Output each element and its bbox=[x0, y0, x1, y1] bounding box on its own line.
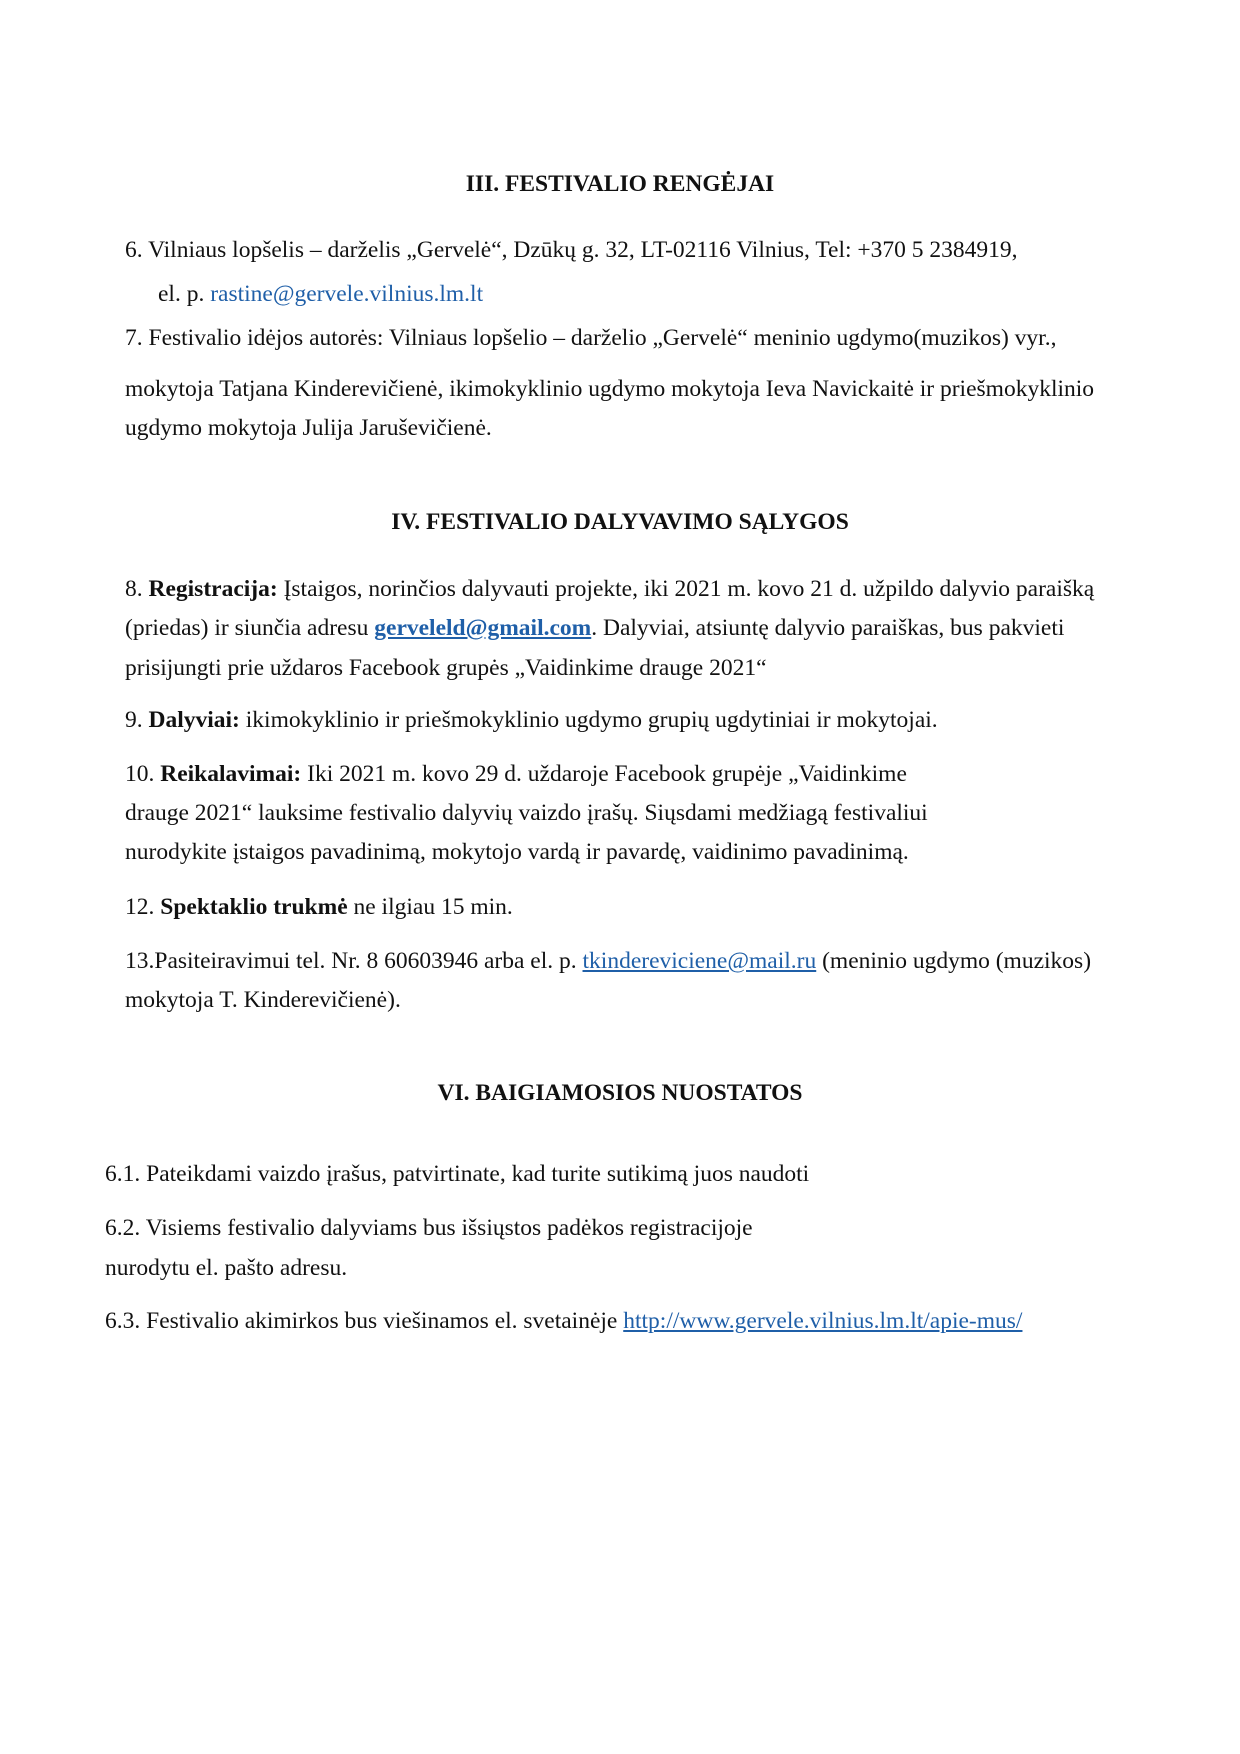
item-7-line-3: ugdymo mokytoja Julija Jaruševičienė. bbox=[125, 415, 492, 441]
item-6-3-start: 6.3. Festivalio akimirkos bus viešinamos el. svetainėje bbox=[105, 1308, 624, 1334]
item-10-number: 10. bbox=[125, 761, 161, 787]
item-6-email-line bbox=[158, 280, 483, 308]
item-10-line-1-rest: Iki 2021 m. kovo 29 d. uždaroje Facebook grupėje „Vaidinkime bbox=[301, 761, 907, 787]
item-10-label: Reikalavimai: bbox=[160, 761, 302, 787]
section-heading-final-provisions: VI. BAIGIAMOSIOS NUOSTATOS bbox=[437, 1080, 803, 1106]
item-9-label: Dalyviai: bbox=[148, 707, 240, 733]
item-8-line-3: prisijungti prie uždaros Facebook grupės „Vaidinkime drauge 2021“ bbox=[125, 655, 767, 681]
item-8-email-link[interactable]: gerveleld@gmail.com bbox=[374, 615, 592, 641]
section-heading-participation-conditions: IV. FESTIVALIO DALYVAVIMO SĄLYGOS bbox=[391, 509, 849, 535]
item-12-label: Spektaklio trukmė bbox=[160, 894, 348, 920]
item-10-line-3: nurodykite įstaigos pavadinimą, mokytojo vardą ir pavardę, vaidinimo pavadinimą. bbox=[125, 839, 909, 865]
item-6-email-prefix: el. p. bbox=[158, 281, 211, 307]
section-heading-organizers: III. FESTIVALIO RENGĖJAI bbox=[465, 171, 775, 197]
item-6-3 bbox=[105, 1307, 1022, 1335]
item-9 bbox=[125, 706, 938, 734]
item-13-email-link[interactable]: tkindereviciene@mail.ru bbox=[582, 948, 817, 974]
item-6-1: 6.1. Pateikdami vaizdo įrašus, patvirtinate, kad turite sutikimą juos naudoti bbox=[105, 1161, 810, 1187]
item-8-line-2-end: . Dalyviai, atsiuntę dalyvio paraiškas, bus pakvieti bbox=[591, 615, 1065, 641]
item-7-line-1: 7. Festivalio idėjos autorės: Vilniaus lopšelio – darželio „Gervelė“ meninio ugdymo(muzikos) vyr., bbox=[125, 325, 1057, 351]
item-8-line-2 bbox=[125, 614, 1064, 642]
item-9-number: 9. bbox=[125, 707, 149, 733]
item-6-text: 6. Vilniaus lopšelis – darželis „Gervelė“, Dzūkų g. 32, LT-02116 Vilnius, Tel: +370 5 2384919, bbox=[125, 237, 1018, 263]
item-6-email-link[interactable]: rastine@gervele.vilnius.lm.lt bbox=[210, 281, 484, 307]
item-7-line-2: mokytoja Tatjana Kinderevičienė, ikimokyklinio ugdymo mokytoja Ieva Navickaitė ir priešmokyklinio bbox=[125, 376, 1095, 402]
item-6-2-line-2: nurodytu el. pašto adresu. bbox=[105, 1255, 348, 1281]
item-10-line-1 bbox=[125, 760, 907, 788]
item-10-line-2: drauge 2021“ lauksime festivalio dalyvių vaizdo įrašų. Siųsdami medžiagą festivaliui bbox=[125, 800, 928, 826]
item-12-number: 12. bbox=[125, 894, 161, 920]
item-8-number: 8. bbox=[125, 576, 149, 602]
item-13-end: (meninio ugdymo (muzikos) bbox=[816, 948, 1092, 974]
item-8-line-1-rest: Įstaigos, norinčios dalyvauti projekte, iki 2021 m. kovo 21 d. užpildo dalyvio paraišką bbox=[277, 576, 1095, 602]
item-13-line-2: mokytoja T. Kinderevičienė). bbox=[125, 987, 401, 1013]
item-12-rest: ne ilgiau 15 min. bbox=[347, 894, 513, 920]
item-6-2-line-1: 6.2. Visiems festivalio dalyviams bus išsiųstos padėkos registracijoje bbox=[105, 1215, 753, 1241]
item-13-line-1 bbox=[125, 947, 1091, 975]
item-13-start: 13.Pasiteiravimui tel. Nr. 8 60603946 arba el. p. bbox=[125, 948, 583, 974]
item-9-rest: ikimokyklinio ir priešmokyklinio ugdymo grupių ugdytiniai ir mokytojai. bbox=[239, 707, 938, 733]
item-8-line-2-start: (priedas) ir siunčia adresu bbox=[125, 615, 375, 641]
item-12 bbox=[125, 893, 513, 921]
item-8-label: Registracija: bbox=[148, 576, 278, 602]
website-link[interactable]: http://www.gervele.vilnius.lm.lt/apie-mus/ bbox=[623, 1308, 1023, 1334]
item-8-line-1 bbox=[125, 575, 1094, 603]
